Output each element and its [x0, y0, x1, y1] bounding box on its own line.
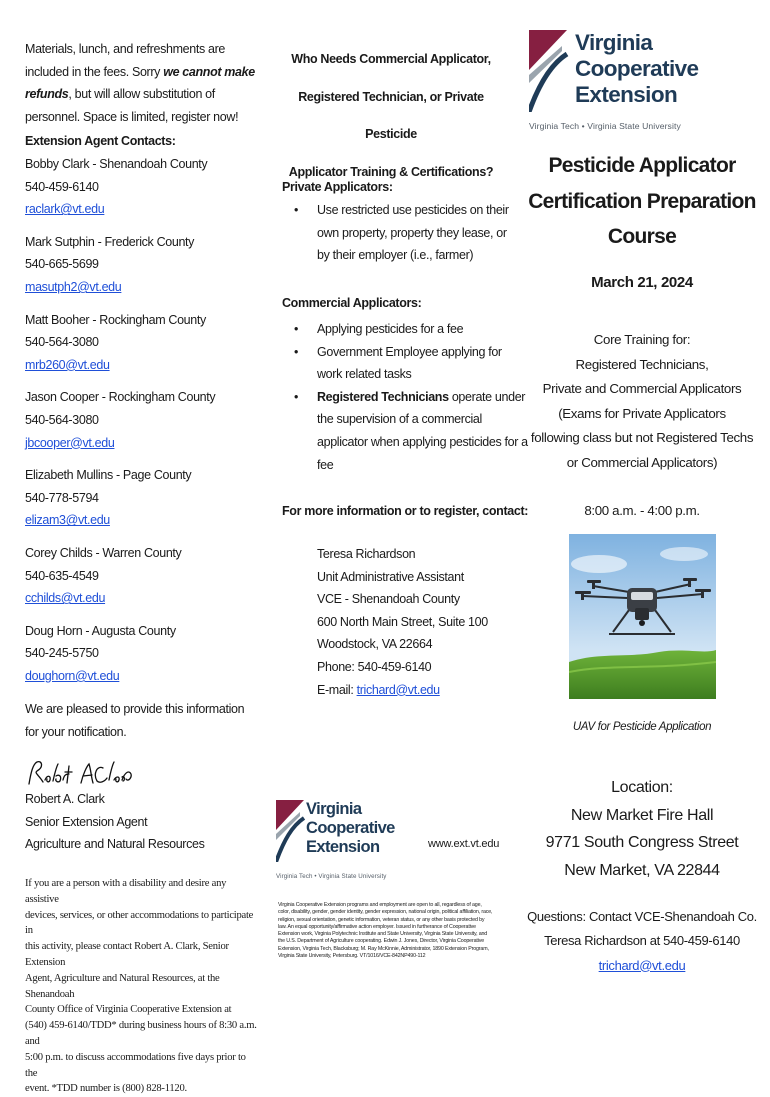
title-line: Course	[607, 225, 677, 248]
agent-contact-email-line	[25, 587, 250, 610]
no-refund-emphasis: we cannot make	[163, 64, 255, 79]
agent-contact-name: Doug Horn - Augusta County	[25, 623, 176, 638]
intro-line	[25, 83, 255, 106]
agent-contact-name: Matt Booher - Rockingham County	[25, 312, 206, 327]
disability-line: 5:00 p.m. to discuss accommodations five days prior to the	[25, 1051, 246, 1079]
vce-logo-mark-icon	[529, 30, 569, 112]
list-item: • Use restricted use pesticides on their own property, property they lease, or by their employer (i.e., farmer)	[317, 199, 522, 267]
heading-line: Registered Technician, or Private Pesticide	[298, 89, 484, 141]
photo-caption: UAV for Pesticide Application	[572, 721, 712, 733]
disability-notice	[25, 876, 260, 1097]
agent-contact	[25, 231, 250, 299]
vce-logo-wordmark	[575, 30, 698, 108]
agent-contact-email-line	[25, 198, 250, 221]
uav-photo	[569, 534, 716, 699]
registered-technicians-label: Registered Technicians	[317, 389, 449, 404]
agent-contact-name: Jason Cooper - Rockingham County	[25, 390, 216, 405]
intro-text: , but will allow substitution of	[68, 87, 215, 102]
agent-email-link[interactable]: doughorn@vt.edu	[25, 668, 120, 683]
contact-email-link[interactable]: trichard@vt.edu	[356, 682, 440, 697]
agent-contact-email-line	[25, 665, 250, 688]
website-text: www.ext.vt.edu	[428, 838, 500, 850]
list-item-text: operate under the supervision of a commercial applicator when applying pesticides for a fee	[317, 389, 528, 472]
agent-contact-phone: 540-564-3080	[25, 335, 99, 350]
location-line: 9771 South Congress Street	[545, 834, 739, 851]
agent-contact	[25, 542, 250, 610]
private-applicators-heading: Private Applicators:	[282, 180, 393, 194]
logo-line: Cooperative	[306, 819, 395, 837]
vce-logo-wordmark	[306, 800, 395, 857]
vce-logo-bottom	[276, 800, 406, 878]
private-applicators-list	[282, 199, 522, 267]
contact-title: Unit Administrative Assistant	[317, 569, 464, 584]
agent-signature-block	[25, 788, 250, 856]
core-training-line: following class but not Registered Techs	[530, 430, 754, 445]
agent-email-link[interactable]: mrb260@vt.edu	[25, 357, 110, 372]
course-date: March 21, 2024	[591, 274, 693, 291]
vce-logo-tagline: Virginia Tech • Virginia State University	[529, 121, 681, 131]
agent-contact-email-line	[25, 276, 250, 299]
logo-line: Extension	[306, 838, 380, 856]
location-block	[518, 774, 766, 884]
agent-contact-name: Corey Childs - Warren County	[25, 545, 182, 560]
agent-contact-name: Mark Sutphin - Frederick County	[25, 234, 195, 249]
agent-title: Senior Extension Agent	[25, 814, 148, 829]
agent-email-link[interactable]: raclark@vt.edu	[25, 202, 105, 217]
agent-contact	[25, 309, 250, 377]
pleased-line: for your notification.	[25, 724, 127, 739]
list-item-text: Government Employee applying for work related tasks	[317, 344, 502, 382]
disability-line: Agent, Agriculture and Natural Resources, at the Shenandoah	[25, 972, 220, 1000]
agent-contact-name: Bobby Clark - Shenandoah County	[25, 157, 208, 171]
title-line: Certification Preparation	[528, 189, 756, 213]
agent-contact	[25, 153, 250, 221]
vce-logo-top	[529, 30, 699, 131]
vce-logo-mark-icon	[276, 800, 306, 862]
contact-office: VCE - Shenandoah County	[317, 592, 460, 607]
list-item	[317, 341, 529, 386]
agent-contact-email-line	[25, 432, 250, 455]
location-label: Location:	[611, 779, 673, 796]
location-line: New Market Fire Hall	[570, 806, 714, 824]
core-training-line: Core Training for:	[593, 332, 691, 347]
agent-email-link[interactable]: jbcooper@vt.edu	[25, 435, 115, 450]
questions-line: Questions: Contact VCE-Shenandoah Co.	[527, 909, 757, 924]
agent-email-link[interactable]: masutph2@vt.edu	[25, 279, 122, 294]
agent-contact-phone: 540-459-6140	[25, 179, 99, 194]
list-item-text: Applying pesticides for a fee	[317, 322, 464, 336]
heading-line: Applicator Training & Certifications?	[288, 164, 494, 179]
course-time: 8:00 a.m. - 4:00 p.m.	[584, 503, 700, 518]
email-label: E-mail:	[317, 682, 357, 697]
agent-contact-phone: 540-245-5750	[25, 646, 99, 661]
disability-line: devices, services, or other accommodations to participate in	[25, 909, 254, 937]
pleased-paragraph	[25, 698, 250, 743]
agent-contact-phone: 540-564-3080	[25, 412, 99, 427]
intro-line	[25, 61, 255, 84]
intro-text: included in the fees. Sorry	[25, 64, 164, 79]
agent-name: Robert A. Clark	[25, 792, 105, 806]
intro-line: Materials, lunch, and refreshments are	[25, 42, 225, 56]
contact-phone: Phone: 540-459-6140	[317, 659, 432, 674]
course-title	[518, 148, 766, 255]
questions-line: Teresa Richardson at 540-459-6140	[544, 933, 740, 949]
agent-contact-email-line	[25, 509, 250, 532]
agent-contact	[25, 620, 250, 688]
contact-name: Teresa Richardson	[317, 547, 416, 561]
agent-email-link[interactable]: cchilds@vt.edu	[25, 591, 106, 606]
logo-line: Extension	[575, 82, 678, 107]
agent-contact-phone: 540-778-5794	[25, 490, 99, 505]
commercial-applicators-heading: Commercial Applicators:	[282, 296, 422, 310]
intro-paragraph	[25, 38, 255, 128]
questions-block	[510, 905, 770, 978]
disability-line: County Office of Virginia Cooperative Extension at	[25, 1004, 232, 1016]
list-item	[317, 318, 529, 341]
agent-contact-name: Elizabeth Mullins - Page County	[25, 468, 192, 483]
location-line: New Market, VA 22844	[564, 861, 720, 879]
logo-line: Cooperative	[575, 56, 699, 81]
commercial-applicators-list	[282, 318, 529, 476]
contacts-list	[25, 153, 250, 697]
contact-city: Woodstock, VA 22664	[317, 637, 433, 652]
agent-contact	[25, 386, 250, 454]
agent-contact-phone: 540-665-5699	[25, 257, 99, 272]
refunds-emphasis: refunds	[25, 87, 69, 102]
more-info-text: For more information or to register, contact:	[282, 504, 529, 518]
agent-email-link[interactable]: elizam3@vt.edu	[25, 513, 110, 528]
core-training-line: Registered Technicians,	[575, 356, 709, 372]
legal-notice: Virginia Cooperative Extension programs and employment are open to all, regardless of age, color, disability, gender, gender identity, gender expression, national origin, political affiliation, race, religion, sexual orientation, genetic information, veteran status, or any other basis protected by law. An equal opportunity/affirmative action employer. Issued in furtherance of Cooperative Extension work, Virginia Polytechnic Institute and State University, Virginia State University, and the U.S. Department of Agriculture cooperating. Edwin J. Jones, Director, Virginia Cooperative Extension, Virginia Tech, Blacksburg; M. Ray McKinnie, Administrator, 1890 Extension Program, Virginia State University, Petersburg. VT/1016/VCE-842NP490-112	[278, 902, 493, 960]
title-line: Pesticide Applicator	[548, 154, 736, 177]
heading-line: Who Needs Commercial Applicator,	[291, 52, 491, 66]
disability-line: If you are a person with a disability and desire any assistive	[25, 878, 227, 905]
core-training-line: or Commercial Applicators)	[566, 454, 718, 470]
logo-line: Virginia	[575, 30, 653, 55]
logo-line: Virginia	[306, 800, 362, 818]
disability-line: (540) 459-6140/TDD* during business hours of 8:30 a.m. and	[25, 1020, 257, 1047]
contact-email-line	[317, 679, 507, 702]
core-training-line: Private and Commercial Applicators	[542, 381, 742, 396]
core-training-line: (Exams for Private Applicators	[558, 405, 726, 421]
disability-line: this activity, please contact Robert A. Clark, Senior Extension	[25, 941, 229, 968]
disability-line: event. *TDD number is (800) 828-1120.	[25, 1083, 187, 1095]
registration-contact	[317, 543, 507, 701]
agent-contact	[25, 464, 250, 532]
signature-image	[25, 756, 135, 790]
vce-logo-tagline: Virginia Tech • Virginia State University	[276, 873, 387, 880]
agent-department: Agriculture and Natural Resources	[25, 837, 205, 852]
core-training-info	[510, 328, 770, 475]
list-item	[317, 386, 529, 476]
intro-line: personnel. Space is limited, register now!	[25, 109, 239, 124]
agent-contact-email-line	[25, 354, 250, 377]
questions-email-link[interactable]: trichard@vt.edu	[598, 957, 686, 973]
contacts-heading: Extension Agent Contacts:	[25, 134, 176, 148]
agent-contact-phone: 540-635-4549	[25, 568, 99, 583]
who-needs-heading	[274, 41, 508, 191]
pleased-line: We are pleased to provide this information	[25, 702, 245, 716]
contact-street: 600 North Main Street, Suite 100	[317, 614, 488, 629]
